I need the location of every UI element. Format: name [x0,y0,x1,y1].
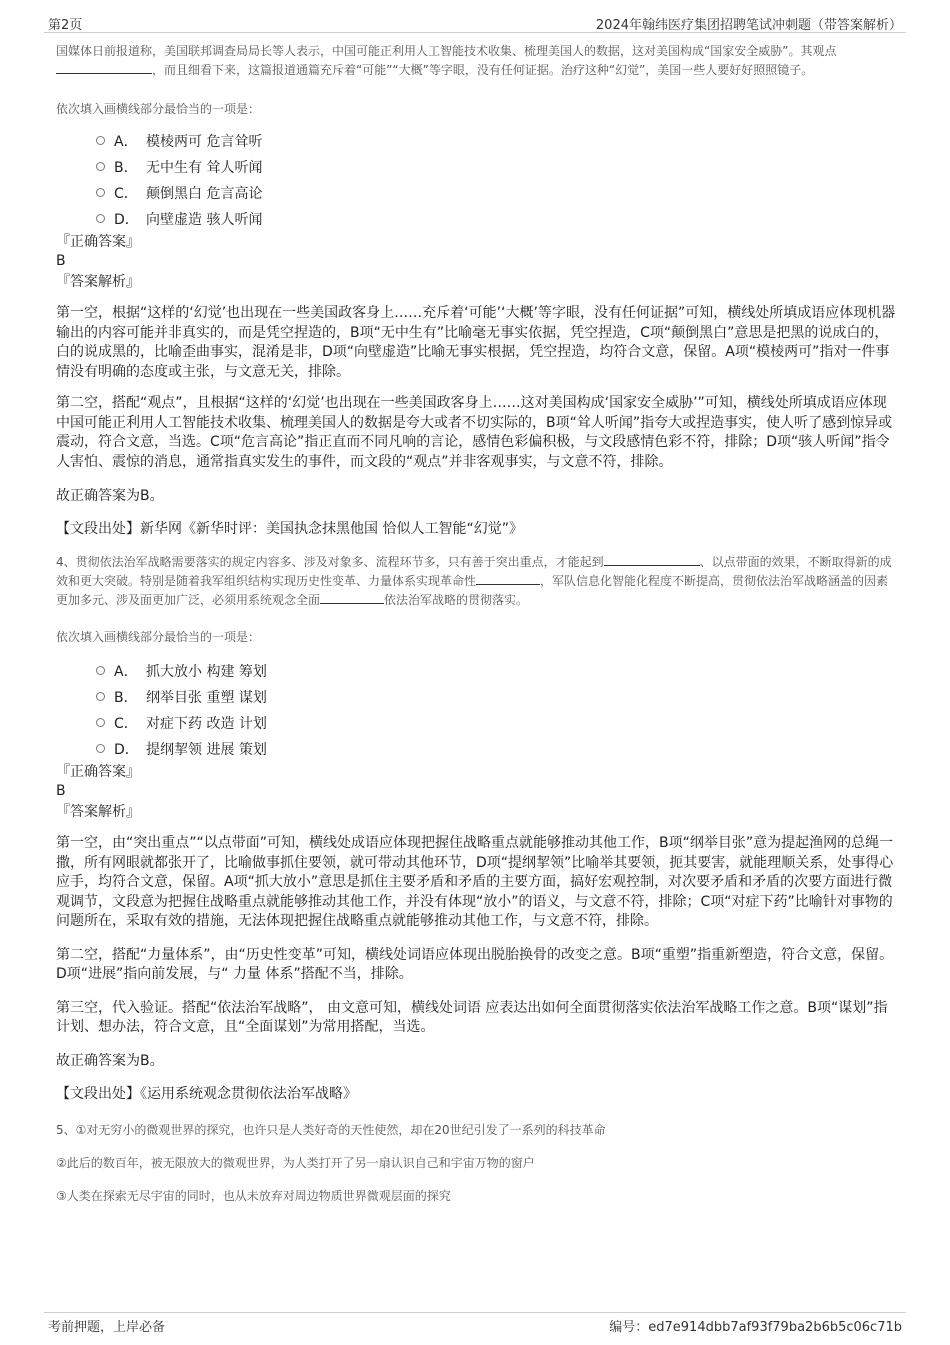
q3-answer-label: 『正确答案』 [56,234,140,250]
radio-icon[interactable] [96,692,105,701]
q3-blank-1 [56,61,152,74]
q3-analysis-3: 故正确答案为B。 [56,488,164,504]
radio-icon[interactable] [96,188,105,197]
q4-analysis-1: 第一空，由“突出重点”“以点带面”可知，横线处成语应体现把握住战略重点就能够推动其他工作，B项“纲举目张”意为提起渔网的总绳一撒，所有网眼就都张开了，比喻做事抓住要领，就可带动其他环节，D项“提纲挈领”比喻举其要领，扼其要害，就能理顺关系，处事得心应手，均符合文意，保留。A项“抓大放小”意思是抓住主要矛盾和矛盾的主要方面，搞好宏观控制，对次要矛盾和矛盾的次要方面进行微观调节，文段意为把握住战略重点就能够推动其他工作，并没有体现“放小”的语义，与文意不符，排除；C项“对症下药”比喻针对事物的问题所在，采取有效的措施，无法体现把握住战略重点就能够推动其他工作，与文意不符，排除。 [56,835,894,929]
q4-answer: B [56,783,66,799]
q4-blank-3 [320,591,384,604]
q3-analysis-2: 第二空，搭配“观点”，且根据“这样的‘幻觉’也出现在一些美国政客身上……这对美国构成‘国家安全威胁’”可知，横线处所填成语应体现中国可能正利用人工智能技术收集、梳理美国人的数据是夸大或者不切实际的，B项“耸人听闻”指夸大或捏造事实，使人听了感到惊异或震动，符合文意，当选。C项“危言高论”指正直而不同凡响的言论，感情色彩偏积极，与文段感情色彩不符，排除；D项“骇人听闻”指令人害怕、震惊的消息，通常指真实发生的事件，而文段的“观点”并非客观事实，与文意不符，排除。 [56,395,893,470]
radio-icon[interactable] [96,718,105,727]
q3-option-d[interactable]: D． 向壁虚造 骇人听闻 [56,207,896,233]
q3-analysis-1: 第一空，根据“这样的‘幻觉’也出现在一些美国政客身上……充斥着‘可能’‘大概’等字眼，没有任何证据”可知，横线处所填成语应体现机器输出的内容可能并非真实的，而是凭空捏造的，B项“无中生有”比喻毫无事实依据，凭空捏造，C项“颠倒黑白”意思是把黑的说成白的，白的说成黑的，比喻歪曲事实，混淆是非，D项“向壁虚造”比喻无事实根据，凭空捏造，均符合文意，保留。A项“模棱两可”指对一件事情没有明确的态度或主张，与文意无关，排除。 [56,305,896,380]
q5-item-1: 5、①对无穷小的微观世界的探究，也许只是人类好奇的天性使然，却在20世纪引发了一系列的科技革命 [56,1122,606,1137]
document-code: 编号：ed7e914dbb7af93f79ba2b6b5c06c71b [609,1320,902,1335]
page-number: 第2页 [48,18,83,33]
page-footer [44,1312,906,1335]
footer-slogan: 考前押题，上岸必备 [48,1320,166,1335]
q3-option-b[interactable]: B． 无中生有 耸人听闻 [56,155,896,181]
page-content [56,42,896,1206]
q5-item-3: ③人类在探索无尽宇宙的同时，也从未放弃对周边物质世界微观层面的探究 [56,1188,451,1203]
q3-analysis-label: 『答案解析』 [56,274,140,290]
q4-analysis-4: 故正确答案为B。 [56,1052,164,1069]
q3-prompt: 依次填入画横线部分最恰当的一项是： [56,102,261,116]
q4-analysis-3: 第三空，代入验证。搭配“依法治军战略”， 由文意可知，横线处词语 应表达出如何全面贯彻落实依法治军战略工作之意。B项“谋划”指计划、想办法，符合文意，且“全面谋划”为常用搭配，当选。 [56,999,888,1035]
q4-option-d[interactable]: D． 提纲挈领 进展 策划 [56,737,896,763]
q4-option-c[interactable]: C． 对症下药 改造 计划 [56,711,896,737]
q3-source: 【文段出处】新华网《新华时评：美国执念抹黑他国 恰似人工智能“幻觉”》 [56,520,523,537]
q4-option-a[interactable]: A． 抓大放小 构建 筹划 [56,659,896,685]
radio-icon[interactable] [96,744,105,753]
q4-options [56,659,896,763]
q4-prompt: 依次填入画横线部分最恰当的一项是： [56,630,261,644]
q4-analysis-2: 第二空，搭配“力量体系”，由“历史性变革”可知，横线处词语应体现出脱胎换骨的改变之意。B项“重塑”指重新塑造，符合文意，保留。D项“进展”指向前发展，与“ 力量 体系”搭配不当，排除。 [56,946,894,982]
q3-answer: B [56,253,66,269]
q4-blank-1 [604,553,700,566]
radio-icon[interactable] [96,136,105,145]
document-title: 2024年翰纬医疗集团招聘笔试冲刺题（带答案解析） [595,18,902,33]
q3-passage: 国媒体日前报道称，美国联邦调查局局长等人表示，中国可能正利用人工智能技术收集、梳理美国人的数据，这对美国构成“国家安全威胁”。其观点，而且细看下来，这篇报道通篇充斥着“可能”“大概”等字眼，没有任何证据。治疗这种“幻觉”，美国一些人要好好照照镜子。 [56,44,837,77]
page-header [44,12,906,33]
radio-icon[interactable] [96,162,105,171]
q5-item-2: ②此后的数百年，被无限放大的微观世界，为人类打开了另一扇认识自己和宇宙万物的窗户 [56,1155,535,1170]
q4-source: 【文段出处】《运用系统观念贯彻依法治军战略》 [56,1086,357,1102]
q4-passage: 4、贯彻依法治军战略需要落实的规定内容多、涉及对象多、流程环节多，只有善于突出重点，才能起到 、以点带面的效果，不断取得新的成效和更大突破。特别是随着我军组织结构实现历史性变革、力量体系实现革命性 ，军队信息化智能化程度不断提高，贯彻依法治军战略涵盖的因素更加多元、涉及面更加广泛，必须用系统观念全面 依法治军战略的贯彻落实。 [56,555,892,607]
radio-icon[interactable] [96,666,105,675]
q3-option-c[interactable]: C． 颠倒黑白 危言高论 [56,181,896,207]
q3-option-a[interactable]: A． 模棱两可 危言耸听 [56,129,896,155]
q4-option-b[interactable]: B． 纲举目张 重塑 谋划 [56,685,896,711]
q3-options [56,129,896,233]
radio-icon[interactable] [96,214,105,223]
q4-analysis-label: 『答案解析』 [56,804,140,820]
q4-blank-2 [476,572,540,585]
q4-answer-label: 『正确答案』 [56,764,140,780]
